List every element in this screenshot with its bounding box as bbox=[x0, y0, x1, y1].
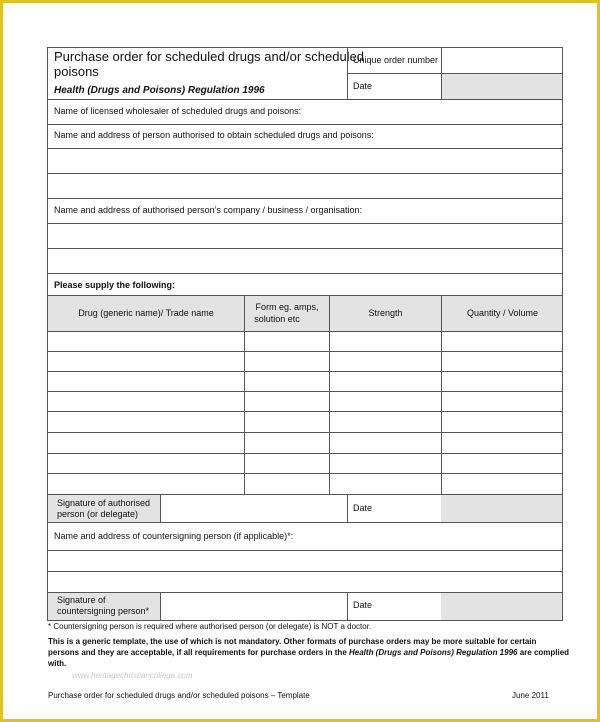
countersigning-label: Name and address of countersigning person (if applicable)*: bbox=[54, 531, 294, 541]
generic-note-line3: with. bbox=[48, 659, 67, 668]
table-row[interactable] bbox=[47, 392, 563, 412]
authorised-person-row[interactable] bbox=[47, 125, 563, 149]
table-row[interactable] bbox=[47, 412, 563, 433]
form-title-line2: poisons bbox=[54, 64, 99, 79]
wholesaler-row[interactable] bbox=[47, 100, 563, 125]
signature-authorised-label-cell bbox=[47, 495, 161, 523]
signature-counter-field[interactable] bbox=[160, 593, 348, 621]
signature-counter-label-line2: countersigning person* bbox=[57, 606, 150, 616]
date-3-label: Date bbox=[353, 600, 373, 610]
col-strength-header: Strength bbox=[368, 308, 403, 318]
signature-counter-label-cell bbox=[47, 593, 161, 621]
generic-note-line2 bbox=[48, 648, 570, 658]
date-3-label-cell bbox=[347, 593, 442, 621]
table-row[interactable] bbox=[47, 454, 563, 474]
date-label: Date bbox=[353, 81, 373, 91]
signature-authorised-label-line1: Signature of authorised bbox=[57, 498, 151, 508]
countersigning-line-2[interactable] bbox=[47, 572, 563, 593]
company-line-1[interactable] bbox=[47, 224, 563, 249]
col-form-header-line2: solution etc bbox=[254, 314, 300, 324]
unique-order-label-cell bbox=[347, 47, 441, 74]
table-row[interactable] bbox=[47, 372, 563, 392]
signature-authorised-field[interactable] bbox=[160, 495, 348, 523]
supply-row bbox=[47, 274, 563, 296]
footer-right: June 2011 bbox=[512, 691, 549, 700]
table-row[interactable] bbox=[47, 474, 563, 495]
company-line-2[interactable] bbox=[47, 249, 563, 274]
signature-authorised-label-line2: person (or delegate) bbox=[57, 509, 139, 519]
date-2-label-cell bbox=[347, 495, 442, 523]
generic-note-line2-c: are complied bbox=[519, 648, 570, 657]
countersigning-line-1[interactable] bbox=[47, 551, 563, 572]
authorised-person-line-1[interactable] bbox=[47, 149, 563, 174]
date-2-label: Date bbox=[353, 503, 373, 513]
generic-note-line2-regulation: Health (Drugs and Poisons) Regulation 1996 bbox=[349, 648, 518, 657]
authorised-person-label: Name and address of person authorised to obtain scheduled drugs and poisons: bbox=[54, 130, 374, 140]
authorised-person-line-2[interactable] bbox=[47, 174, 563, 199]
table-row[interactable] bbox=[47, 433, 563, 454]
countersign-footnote: * Countersigning person is required where authorised person (or delegate) is NOT a doctor. bbox=[48, 622, 372, 631]
generic-note-line2-a: persons and they are acceptable, if all requirements for purchase orders in the bbox=[48, 648, 347, 657]
watermark-text: www.heritagechristiancollege.com bbox=[72, 671, 193, 680]
col-drug-header: Drug (generic name)/ Trade name bbox=[78, 308, 214, 318]
countersigning-row[interactable] bbox=[47, 523, 563, 551]
unique-order-input[interactable] bbox=[441, 47, 563, 74]
regulation-subtitle: Health (Drugs and Poisons) Regulation 1996 bbox=[54, 85, 265, 96]
signature-counter-label-line1: Signature of bbox=[57, 595, 106, 605]
unique-order-label: Unique order number bbox=[353, 55, 439, 65]
date-3-input[interactable] bbox=[441, 593, 563, 621]
company-label: Name and address of authorised person’s company / business / organisation: bbox=[54, 205, 363, 215]
table-row[interactable] bbox=[47, 332, 563, 352]
col-quantity-header: Quantity / Volume bbox=[466, 308, 539, 318]
wholesaler-label: Name of licensed wholesaler of scheduled drugs and poisons: bbox=[54, 106, 302, 116]
date-input[interactable] bbox=[441, 74, 562, 99]
form-title-line1: Purchase order for scheduled drugs and/or scheduled bbox=[54, 49, 365, 64]
date-2-input[interactable] bbox=[441, 495, 563, 523]
table-row[interactable] bbox=[47, 352, 563, 372]
col-form-header-line1: Form eg. amps, bbox=[255, 302, 319, 312]
supply-label: Please supply the following: bbox=[54, 280, 176, 290]
company-row[interactable] bbox=[47, 199, 563, 224]
generic-note-line1: This is a generic template, the use of which is not mandatory. Other formats of purchase orders may be more suitable for certain bbox=[48, 637, 537, 646]
date-label-cell bbox=[347, 74, 441, 100]
footer-left: Purchase order for scheduled drugs and/or scheduled poisons – Template bbox=[48, 691, 310, 700]
